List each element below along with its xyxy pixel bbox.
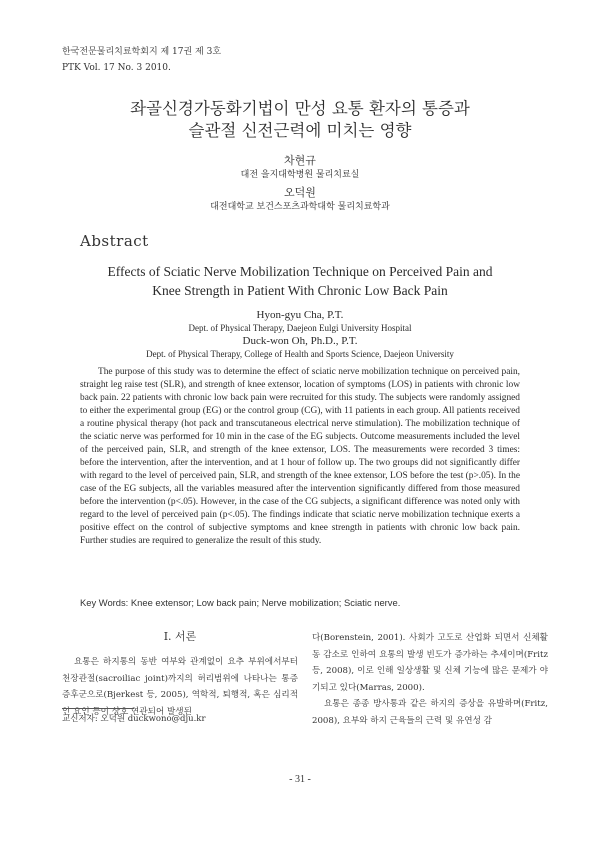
abstract-heading: Abstract	[80, 232, 149, 250]
korean-author-1	[0, 154, 600, 182]
korean-author-2	[0, 186, 600, 214]
korean-title-line2: 슬관절 신전근력에 미치는 영향	[188, 121, 412, 140]
korean-title-line1: 좌골신경가동화기법이 만성 요통 환자의 통증과	[130, 99, 470, 118]
english-author-1	[0, 308, 600, 335]
english-author-2	[0, 334, 600, 361]
english-author-affiliation: Dept. of Physical Therapy, Daejeon Eulgi University Hospital	[188, 323, 412, 333]
journal-header	[62, 44, 221, 76]
korean-author-name: 오덕원	[284, 186, 316, 199]
corresponding-author-footnote: 교신저자: 오덕원 duckwono@dju.kr	[62, 714, 206, 724]
korean-title	[0, 98, 600, 142]
english-title	[0, 262, 600, 300]
english-author-name: Duck-won Oh, Ph.D., P.T.	[242, 335, 358, 347]
journal-name: 한국전문물리치료학회지 제 17권 제 3호	[62, 47, 222, 57]
page-number: - 31 -	[289, 774, 311, 785]
intro-right-column	[312, 630, 548, 729]
korean-author-affiliation: 대전 을지대학병원 물리치료실	[240, 170, 360, 180]
intro-paragraph: 요통은 하지통의 동반 여부와 관계없이 요추 부위에서부터 천장관절(sacroiliac joint)까지의 허리범위에 나타나는 통증증후군으로(Bjerkest 등, 2005), 역학적, 퇴행적, 혹은 심리적인 요인 등이 상호 연관되어 발생된	[62, 657, 298, 717]
journal-volume: PTK Vol. 17 No. 3 2010.	[62, 63, 171, 73]
korean-author-name: 차현규	[284, 154, 316, 167]
english-author-name: Hyon-gyu Cha, P.T.	[256, 309, 344, 321]
intro-paragraph: 다(Borenstein, 2001). 사회가 고도로 산업화 되면서 신체활동 감소로 인하여 요통의 발생 빈도가 증가하는 추세이며(Fritz 등, 2008), 이로 인해 일상생활 및 신체 기능에 많은 문제가 야기되고 있다(Marras, 2000).	[312, 633, 548, 693]
intro-paragraph: 요통은 종종 방사통과 같은 하지의 증상을 유발하며(Fritz, 2008), 요부와 하지 근육들의 근력 및 유연성 감	[312, 699, 548, 726]
english-title-line1: Effects of Sciatic Nerve Mobilization Technique on Perceived Pain and	[107, 264, 493, 279]
english-author-affiliation: Dept. of Physical Therapy, College of Health and Sports Science, Daejeon University	[146, 349, 454, 359]
intro-left-column	[62, 630, 298, 720]
keywords: Key Words: Knee extensor; Low back pain; Nerve mobilization; Sciatic nerve.	[80, 597, 401, 608]
abstract-body: The purpose of this study was to determine the effect of sciatic nerve mobilization technique on perceived pain, straight leg raise test (SLR), and strength of knee extensor, location of symptoms (LOS) in patients with chronic low back pain. 22 patients with chronic low back pain were recruited for this study. The subjects were randomly assigned to either the experimental group (EG) or the control group (CG), with 11 patients in each group. All patients received a routine physical therapy (hot pack and transcutaneous electrical nerve stimulation). The mobilization technique of the sciatic nerve was performed for 10 min in the case of the EG subjects. Outcome measurements included the level of the perceived pain, SLR, and strength of the knee extensor, LOS. The measurements were recorded 3 times: before the intervention, after the intervention, and at 1 hour of follow up. The two groups did not significantly differ with regard to the level of perceived pain, SLR, and strength of the knee extensor, LOS before the test (p>.05). In the case of the EG subjects, all the variables measured after the intervention significantly differed from those measured before the intervention (p<.05). However, in the case of the CG subjects, a significant difference was noted only with regard to the level of perceived pain (p<.05). The findings indicate that sciatic nerve mobilization technique exerts a positive effect on the control of subjective symptoms and knee strength in patients with chronic low back pain. Further studies are required to generalize the result of this study.	[80, 367, 520, 546]
english-title-line2: Knee Strength in Patient With Chronic Low Back Pain	[152, 283, 448, 298]
footnote-divider	[62, 708, 134, 709]
korean-author-affiliation: 대전대학교 보건스포츠과학대학 물리치료학과	[210, 202, 390, 212]
section-heading-introduction: Ⅰ. 서론	[163, 630, 197, 643]
